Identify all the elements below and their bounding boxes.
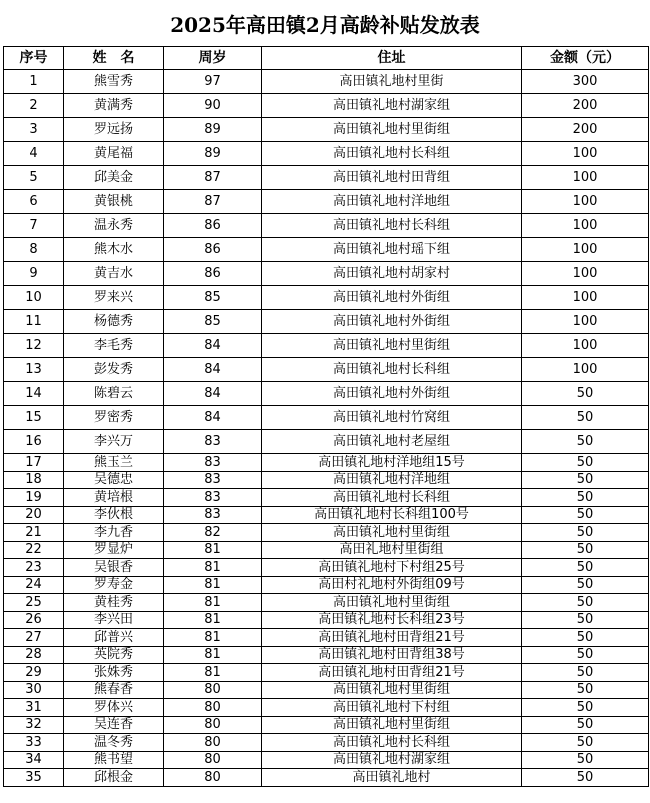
row-number: 27 <box>4 629 64 647</box>
row-amount: 100 <box>522 238 649 262</box>
table-row <box>4 611 649 629</box>
page-title: 2025年高田镇2月高龄补贴发放表 <box>170 12 480 37</box>
row-number: 29 <box>4 664 64 682</box>
table-row <box>4 524 649 542</box>
row-age: 81 <box>164 664 262 682</box>
row-name: 李兴田 <box>64 611 164 629</box>
row-age: 89 <box>164 118 262 142</box>
row-age: 81 <box>164 629 262 647</box>
row-name: 黄银桃 <box>64 190 164 214</box>
row-amount: 50 <box>522 382 649 406</box>
row-number: 28 <box>4 646 64 664</box>
row-name: 吴连香 <box>64 716 164 734</box>
row-address: 高田镇礼地村下村组25号 <box>262 559 522 577</box>
row-address: 高田镇礼地村里街组 <box>262 681 522 699</box>
row-age: 80 <box>164 699 262 717</box>
row-number: 22 <box>4 541 64 559</box>
row-amount: 50 <box>522 629 649 647</box>
row-age: 84 <box>164 358 262 382</box>
row-address: 高田村礼地村外街组09号 <box>262 576 522 594</box>
row-number: 20 <box>4 506 64 524</box>
table-row <box>4 646 649 664</box>
row-name: 熊木水 <box>64 238 164 262</box>
table-row <box>4 430 649 454</box>
row-amount: 50 <box>522 506 649 524</box>
row-number: 21 <box>4 524 64 542</box>
row-name: 熊春香 <box>64 681 164 699</box>
row-number: 34 <box>4 751 64 769</box>
table-row <box>4 238 649 262</box>
row-name: 彭发秀 <box>64 358 164 382</box>
row-amount: 50 <box>522 769 649 787</box>
row-amount: 50 <box>522 489 649 507</box>
row-amount: 50 <box>522 716 649 734</box>
row-name: 邱普兴 <box>64 629 164 647</box>
row-amount: 50 <box>522 454 649 472</box>
row-address: 高田镇礼地村里街 <box>262 70 522 94</box>
row-age: 80 <box>164 681 262 699</box>
table-row <box>4 70 649 94</box>
row-number: 25 <box>4 594 64 612</box>
row-address: 高田镇礼地村外街组 <box>262 286 522 310</box>
row-number: 24 <box>4 576 64 594</box>
row-name: 罗密秀 <box>64 406 164 430</box>
header-number: 序号 <box>4 47 64 70</box>
row-address: 高田镇礼地村 <box>262 769 522 787</box>
row-age: 81 <box>164 576 262 594</box>
row-address: 高田镇礼地村竹窝组 <box>262 406 522 430</box>
table-body <box>4 70 649 787</box>
row-amount: 50 <box>522 430 649 454</box>
table-row <box>4 489 649 507</box>
table-row <box>4 541 649 559</box>
row-number: 2 <box>4 94 64 118</box>
row-number: 26 <box>4 611 64 629</box>
header-amount: 金额（元） <box>522 47 649 70</box>
row-age: 80 <box>164 751 262 769</box>
row-number: 4 <box>4 142 64 166</box>
row-address: 高田镇礼地村胡家村 <box>262 262 522 286</box>
row-age: 84 <box>164 406 262 430</box>
row-name: 罗寿金 <box>64 576 164 594</box>
row-address: 高田镇礼地村田背组38号 <box>262 646 522 664</box>
table-row <box>4 629 649 647</box>
row-amount: 50 <box>522 541 649 559</box>
row-age: 83 <box>164 430 262 454</box>
row-amount: 100 <box>522 358 649 382</box>
row-amount: 50 <box>522 664 649 682</box>
row-amount: 300 <box>522 70 649 94</box>
row-amount: 50 <box>522 524 649 542</box>
table-row <box>4 506 649 524</box>
row-name: 罗显炉 <box>64 541 164 559</box>
row-number: 18 <box>4 471 64 489</box>
row-age: 85 <box>164 286 262 310</box>
row-address: 高田镇礼地村长科组 <box>262 358 522 382</box>
row-amount: 100 <box>522 190 649 214</box>
row-address: 高田镇礼地村洋地组 <box>262 190 522 214</box>
row-address: 高田镇礼地村老屋组 <box>262 430 522 454</box>
row-address: 高田镇礼地村洋地组 <box>262 471 522 489</box>
row-address: 高田镇礼地村长科组 <box>262 142 522 166</box>
row-address: 高田镇礼地村长科组23号 <box>262 611 522 629</box>
row-address: 高田礼地村里街组 <box>262 541 522 559</box>
row-age: 81 <box>164 594 262 612</box>
table-row <box>4 166 649 190</box>
table-row <box>4 716 649 734</box>
row-number: 33 <box>4 734 64 752</box>
row-address: 高田镇礼地村外街组 <box>262 382 522 406</box>
row-address: 高田镇礼地村下村组 <box>262 699 522 717</box>
table-row <box>4 471 649 489</box>
row-amount: 50 <box>522 594 649 612</box>
row-amount: 50 <box>522 576 649 594</box>
row-name: 黄吉水 <box>64 262 164 286</box>
row-name: 罗体兴 <box>64 699 164 717</box>
row-age: 87 <box>164 190 262 214</box>
table-row <box>4 751 649 769</box>
row-age: 89 <box>164 142 262 166</box>
row-number: 32 <box>4 716 64 734</box>
row-number: 30 <box>4 681 64 699</box>
row-address: 高田镇礼地村里街组 <box>262 524 522 542</box>
row-age: 81 <box>164 646 262 664</box>
row-name: 李毛秀 <box>64 334 164 358</box>
row-amount: 50 <box>522 471 649 489</box>
table-row <box>4 769 649 787</box>
row-amount: 100 <box>522 262 649 286</box>
row-age: 87 <box>164 166 262 190</box>
table-row <box>4 310 649 334</box>
row-name: 李伙根 <box>64 506 164 524</box>
row-address: 高田镇礼地村里街组 <box>262 334 522 358</box>
row-age: 83 <box>164 454 262 472</box>
row-address: 高田镇礼地村里街组 <box>262 594 522 612</box>
row-name: 罗来兴 <box>64 286 164 310</box>
table-row <box>4 734 649 752</box>
row-amount: 50 <box>522 559 649 577</box>
row-address: 高田镇礼地村里街组 <box>262 118 522 142</box>
row-name: 李九香 <box>64 524 164 542</box>
row-number: 14 <box>4 382 64 406</box>
row-name: 李兴万 <box>64 430 164 454</box>
table-row <box>4 358 649 382</box>
row-number: 5 <box>4 166 64 190</box>
row-number: 17 <box>4 454 64 472</box>
row-address: 高田镇礼地村湖家组 <box>262 751 522 769</box>
row-amount: 200 <box>522 118 649 142</box>
row-number: 35 <box>4 769 64 787</box>
row-amount: 100 <box>522 310 649 334</box>
row-amount: 100 <box>522 142 649 166</box>
row-address: 高田镇礼地村瑶下组 <box>262 238 522 262</box>
row-address: 高田镇礼地村湖家组 <box>262 94 522 118</box>
table-row <box>4 454 649 472</box>
row-name: 黄尾福 <box>64 142 164 166</box>
row-amount: 100 <box>522 214 649 238</box>
row-number: 19 <box>4 489 64 507</box>
row-age: 81 <box>164 559 262 577</box>
row-age: 83 <box>164 471 262 489</box>
subsidy-table <box>3 46 649 787</box>
row-number: 8 <box>4 238 64 262</box>
row-name: 陈碧云 <box>64 382 164 406</box>
row-number: 23 <box>4 559 64 577</box>
row-age: 84 <box>164 334 262 358</box>
row-name: 邱根金 <box>64 769 164 787</box>
row-age: 82 <box>164 524 262 542</box>
table-row <box>4 142 649 166</box>
row-address: 高田镇礼地村外街组 <box>262 310 522 334</box>
row-amount: 50 <box>522 646 649 664</box>
table-row <box>4 214 649 238</box>
row-number: 15 <box>4 406 64 430</box>
row-amount: 200 <box>522 94 649 118</box>
table-row <box>4 559 649 577</box>
row-age: 86 <box>164 262 262 286</box>
table-row <box>4 262 649 286</box>
row-name: 吴德忠 <box>64 471 164 489</box>
row-age: 80 <box>164 734 262 752</box>
row-name: 张姝秀 <box>64 664 164 682</box>
row-age: 80 <box>164 716 262 734</box>
row-address: 高田镇礼地村长科组 <box>262 489 522 507</box>
row-number: 13 <box>4 358 64 382</box>
row-amount: 50 <box>522 681 649 699</box>
row-age: 83 <box>164 489 262 507</box>
table-row <box>4 382 649 406</box>
row-number: 1 <box>4 70 64 94</box>
row-amount: 50 <box>522 751 649 769</box>
row-name: 杨德秀 <box>64 310 164 334</box>
row-number: 12 <box>4 334 64 358</box>
row-name: 熊玉兰 <box>64 454 164 472</box>
row-number: 16 <box>4 430 64 454</box>
row-number: 11 <box>4 310 64 334</box>
row-address: 高田镇礼地村长科组 <box>262 734 522 752</box>
row-amount: 100 <box>522 166 649 190</box>
row-age: 86 <box>164 214 262 238</box>
row-address: 高田镇礼地村田背组21号 <box>262 664 522 682</box>
row-number: 9 <box>4 262 64 286</box>
table-row <box>4 699 649 717</box>
row-amount: 100 <box>522 286 649 310</box>
header-row <box>4 47 649 70</box>
row-age: 80 <box>164 769 262 787</box>
table-row <box>4 594 649 612</box>
header-address: 住址 <box>262 47 522 70</box>
table-row <box>4 190 649 214</box>
row-amount: 50 <box>522 406 649 430</box>
row-name: 邱美金 <box>64 166 164 190</box>
row-address: 高田镇礼地村长科组 <box>262 214 522 238</box>
row-age: 90 <box>164 94 262 118</box>
row-name: 温冬秀 <box>64 734 164 752</box>
row-address: 高田镇礼地村田背组21号 <box>262 629 522 647</box>
table-row <box>4 334 649 358</box>
row-address: 高田镇礼地村洋地组15号 <box>262 454 522 472</box>
table-row <box>4 406 649 430</box>
row-name: 温永秀 <box>64 214 164 238</box>
row-number: 6 <box>4 190 64 214</box>
row-name: 英院秀 <box>64 646 164 664</box>
row-amount: 50 <box>522 734 649 752</box>
row-number: 31 <box>4 699 64 717</box>
row-age: 97 <box>164 70 262 94</box>
row-name: 罗远扬 <box>64 118 164 142</box>
row-number: 3 <box>4 118 64 142</box>
row-age: 84 <box>164 382 262 406</box>
row-age: 85 <box>164 310 262 334</box>
row-amount: 50 <box>522 699 649 717</box>
row-address: 高田镇礼地村田背组 <box>262 166 522 190</box>
row-number: 10 <box>4 286 64 310</box>
table-row <box>4 94 649 118</box>
row-name: 黄桂秀 <box>64 594 164 612</box>
table-row <box>4 286 649 310</box>
table-header <box>4 47 649 70</box>
table-row <box>4 576 649 594</box>
table-row <box>4 118 649 142</box>
row-name: 熊雪秀 <box>64 70 164 94</box>
row-age: 83 <box>164 506 262 524</box>
row-name: 熊书望 <box>64 751 164 769</box>
header-name: 姓 名 <box>64 47 164 70</box>
row-number: 7 <box>4 214 64 238</box>
row-name: 黄满秀 <box>64 94 164 118</box>
row-age: 81 <box>164 541 262 559</box>
row-address: 高田镇礼地村里街组 <box>262 716 522 734</box>
row-amount: 100 <box>522 334 649 358</box>
header-age: 周岁 <box>164 47 262 70</box>
table-row <box>4 664 649 682</box>
row-name: 吴银香 <box>64 559 164 577</box>
row-age: 86 <box>164 238 262 262</box>
row-amount: 50 <box>522 611 649 629</box>
row-age: 81 <box>164 611 262 629</box>
row-address: 高田镇礼地村长科组100号 <box>262 506 522 524</box>
row-name: 黄培根 <box>64 489 164 507</box>
table-row <box>4 681 649 699</box>
